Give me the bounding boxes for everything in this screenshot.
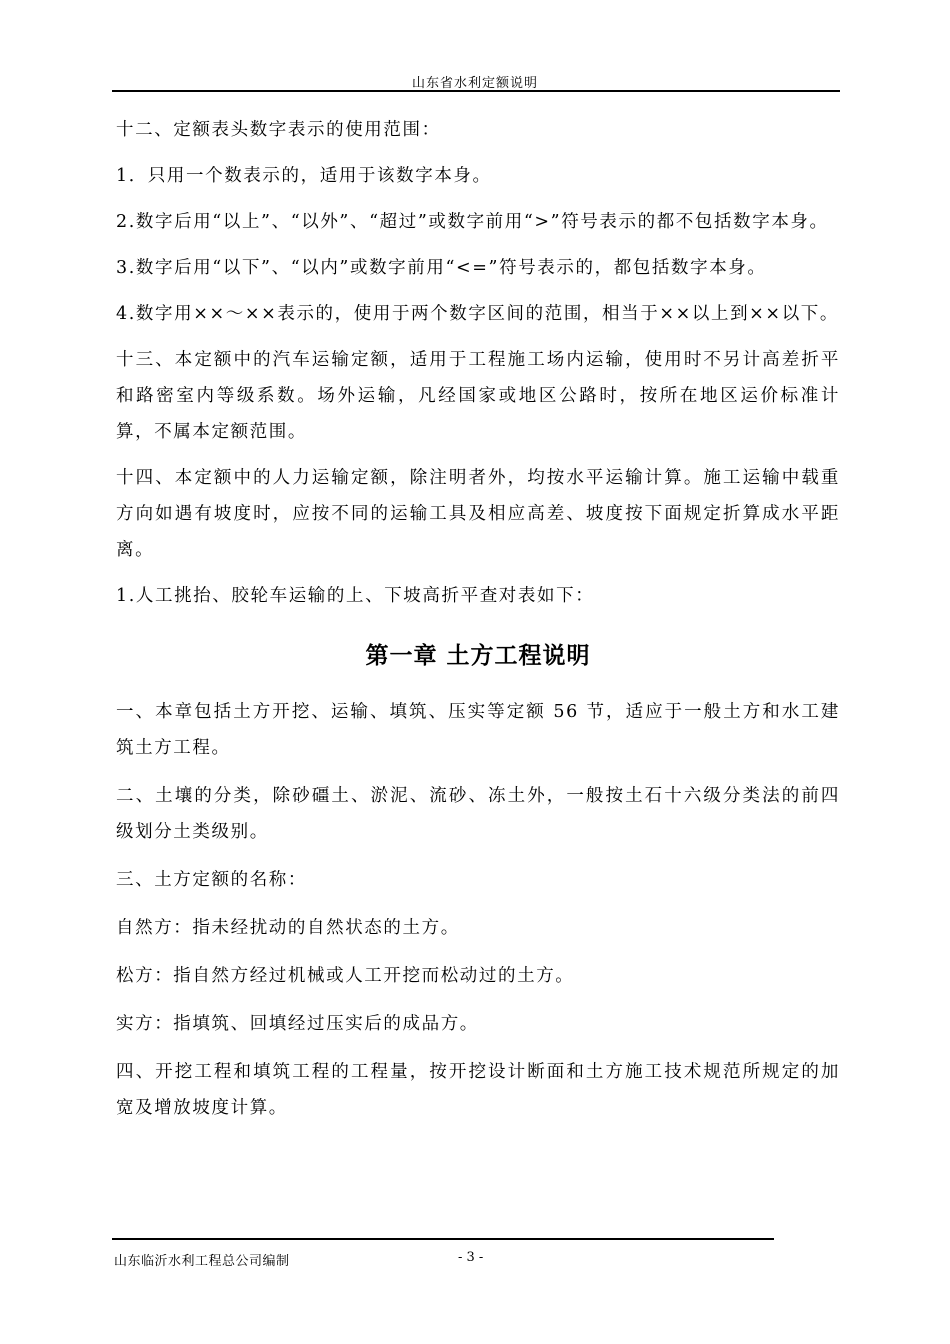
definition-loose: 松方：指自然方经过机械或人工开挖而松动过的土方。 xyxy=(116,966,575,986)
paragraph-rule-2: 2.数字后用“以上”、“以外”、“超过”或数字前用“>”符号表示的都不包括数字本身。 xyxy=(116,212,829,232)
paragraph-rule-3: 3.数字后用“以下”、“以内”或数字前用“<=”符号表示的，都包括数字本身。 xyxy=(116,258,767,278)
paragraph-12-heading: 十二、定额表头数字表示的使用范围： xyxy=(116,120,441,140)
document-body xyxy=(116,112,840,1126)
paragraph-13: 十三、本定额中的汽车运输定额，适用于工程施工场内运输，使用时不另计高差折平和路密室内等级系数。场外运输，凡经国家或地区公路时，按所在地区运价标准计算，不属本定额范围。 xyxy=(116,350,840,442)
footer-rule xyxy=(112,1238,774,1240)
chapter-title: 第一章 土方工程说明 xyxy=(365,643,591,669)
chapter-paragraph-2: 二、土壤的分类，除砂礓土、淤泥、流砂、冻土外，一般按土石十六级分类法的前四级划分土类级别。 xyxy=(116,786,840,842)
paragraph-rule-4: 4.数字用××～××表示的，使用于两个数字区间的范围，相当于××以上到××以下。 xyxy=(116,304,839,324)
page-number: - 3 - xyxy=(458,1250,484,1265)
paragraph-14-item-1: 1.人工挑抬、胶轮车运输的上、下坡高折平查对表如下： xyxy=(116,586,595,606)
paragraph-14: 十四、本定额中的人力运输定额，除注明者外，均按水平运输计算。施工运输中载重方向如遇有坡度时，应按不同的运输工具及相应高差、坡度按下面规定折算成水平距离。 xyxy=(116,468,840,560)
chapter-paragraph-4: 四、开挖工程和填筑工程的工程量，按开挖设计断面和土方施工技术规范所规定的加宽及增放坡度计算。 xyxy=(116,1062,840,1118)
header-rule xyxy=(112,90,840,92)
chapter-paragraph-3: 三、土方定额的名称： xyxy=(116,870,307,890)
definition-natural: 自然方：指未经扰动的自然状态的土方。 xyxy=(116,918,460,938)
definition-compacted: 实方：指填筑、回填经过压实后的成品方。 xyxy=(116,1014,479,1034)
chapter-paragraph-1: 一、本章包括土方开挖、运输、填筑、压实等定额 56 节，适应于一般土方和水工建筑土方工程。 xyxy=(116,702,840,758)
paragraph-rule-1: 1．只用一个数表示的，适用于该数字本身。 xyxy=(116,166,492,186)
footer-publisher: 山东临沂水利工程总公司编制 xyxy=(114,1254,290,1269)
page-header-title: 山东省水利定额说明 xyxy=(411,76,538,91)
